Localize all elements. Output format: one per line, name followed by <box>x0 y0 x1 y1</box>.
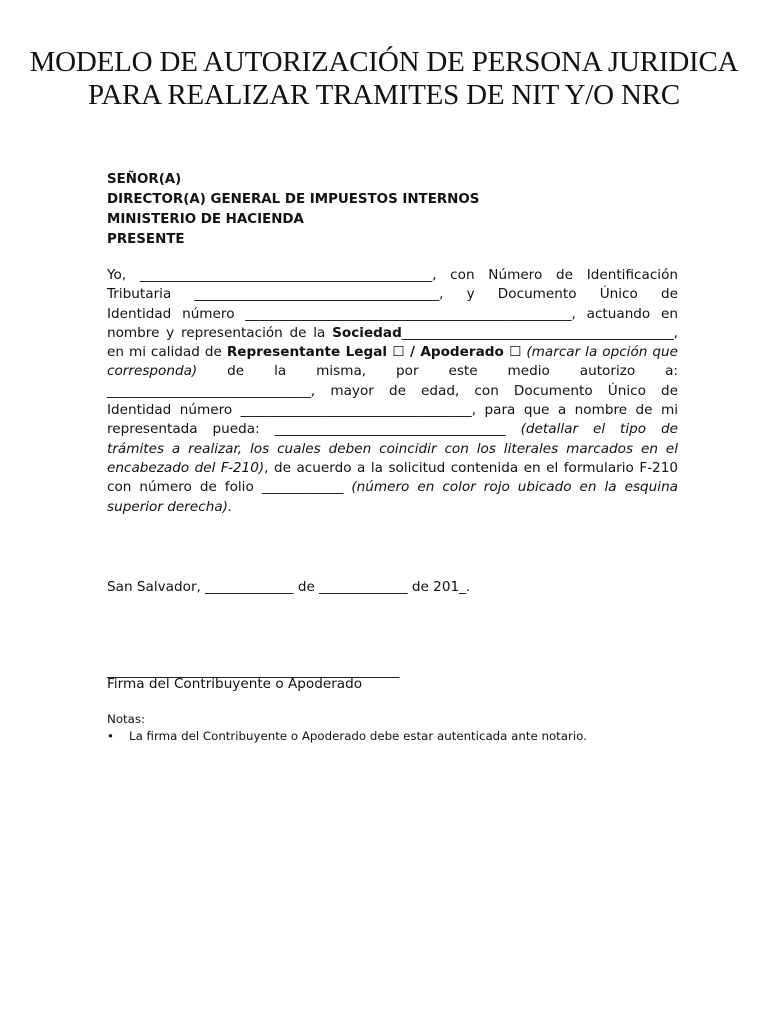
title-line-1: MODELO DE AUTORIZACIÓN DE PERSONA JURIDICA <box>29 46 739 78</box>
paragraph-line <box>107 420 678 439</box>
paragraph-line <box>107 478 678 497</box>
text-run: nombre y representación de la <box>107 324 333 341</box>
signature-line: ___________________________________________ <box>107 663 400 679</box>
paragraph-line: Identidad número ________________________________________________, actuando en <box>107 305 678 322</box>
addressee-line: DIRECTOR(A) GENERAL DE IMPUESTOS INTERNOS <box>107 192 480 207</box>
paragraph-line <box>107 362 678 381</box>
note-text: La firma del Contribuyente o Apoderado debe estar autenticada ante notario. <box>129 729 587 743</box>
instruction-text: corresponda) <box>107 363 198 380</box>
instruction-text: (detallar el tipo de <box>520 421 678 438</box>
text-run: representada pueda: __________________________________ <box>107 421 521 438</box>
paragraph-line: Tributaria ____________________________________, y Documento Único de <box>107 286 678 303</box>
paragraph-line: Yo, ___________________________________________, con Número de Identificación <box>107 267 678 283</box>
paragraph-line: superior derecha). <box>107 498 233 515</box>
addressee-line: MINISTERIO DE HACIENDA <box>107 212 304 227</box>
date-line: San Salvador, _____________ de _____________ de 201_. <box>107 579 471 595</box>
addressee-block <box>107 170 479 250</box>
text-run: ________________________________________, <box>401 324 678 341</box>
text-run: con número de folio ____________ <box>107 479 352 496</box>
authorization-paragraph <box>107 266 678 517</box>
instruction-text: (número en color rojo ubicado en la esquina <box>351 479 679 496</box>
text-run: de la misma, por este medio autorizo a: <box>197 363 678 380</box>
paragraph-line: trámites a realizar, los cuales deben coincidir con los literales marcados en el <box>107 440 678 457</box>
paragraph-line <box>107 324 678 343</box>
document-title <box>0 46 768 112</box>
text-run: en mi calidad de <box>107 344 227 361</box>
addressee-line: PRESENTE <box>107 232 185 247</box>
title-line-2: PARA REALIZAR TRAMITES DE NIT Y/O NRC <box>88 79 680 111</box>
signature-label: Firma del Contribuyente o Apoderado <box>107 676 363 692</box>
list-item <box>107 728 587 744</box>
paragraph-line <box>107 459 678 478</box>
instruction-text: encabezado del F-210) <box>107 459 265 476</box>
notes-label: Notas: <box>107 712 146 726</box>
addressee-line: SEÑOR(A) <box>107 172 182 187</box>
bullet-icon: • <box>107 729 114 743</box>
notes-list <box>107 728 587 744</box>
paragraph-line: ______________________________, mayor de edad, con Documento Único de <box>107 382 678 399</box>
paragraph-line: Identidad número __________________________________, para que a nombre de mi <box>107 402 678 419</box>
paragraph-line <box>107 343 678 362</box>
sociedad-label: Sociedad <box>332 324 402 341</box>
text-run: , de acuerdo a la solicitud contenida en el formulario F-210 <box>264 459 678 476</box>
instruction-text: (marcar la opción que <box>521 344 678 361</box>
role-options: Representante Legal ☐ / Apoderado ☐ <box>226 344 522 361</box>
